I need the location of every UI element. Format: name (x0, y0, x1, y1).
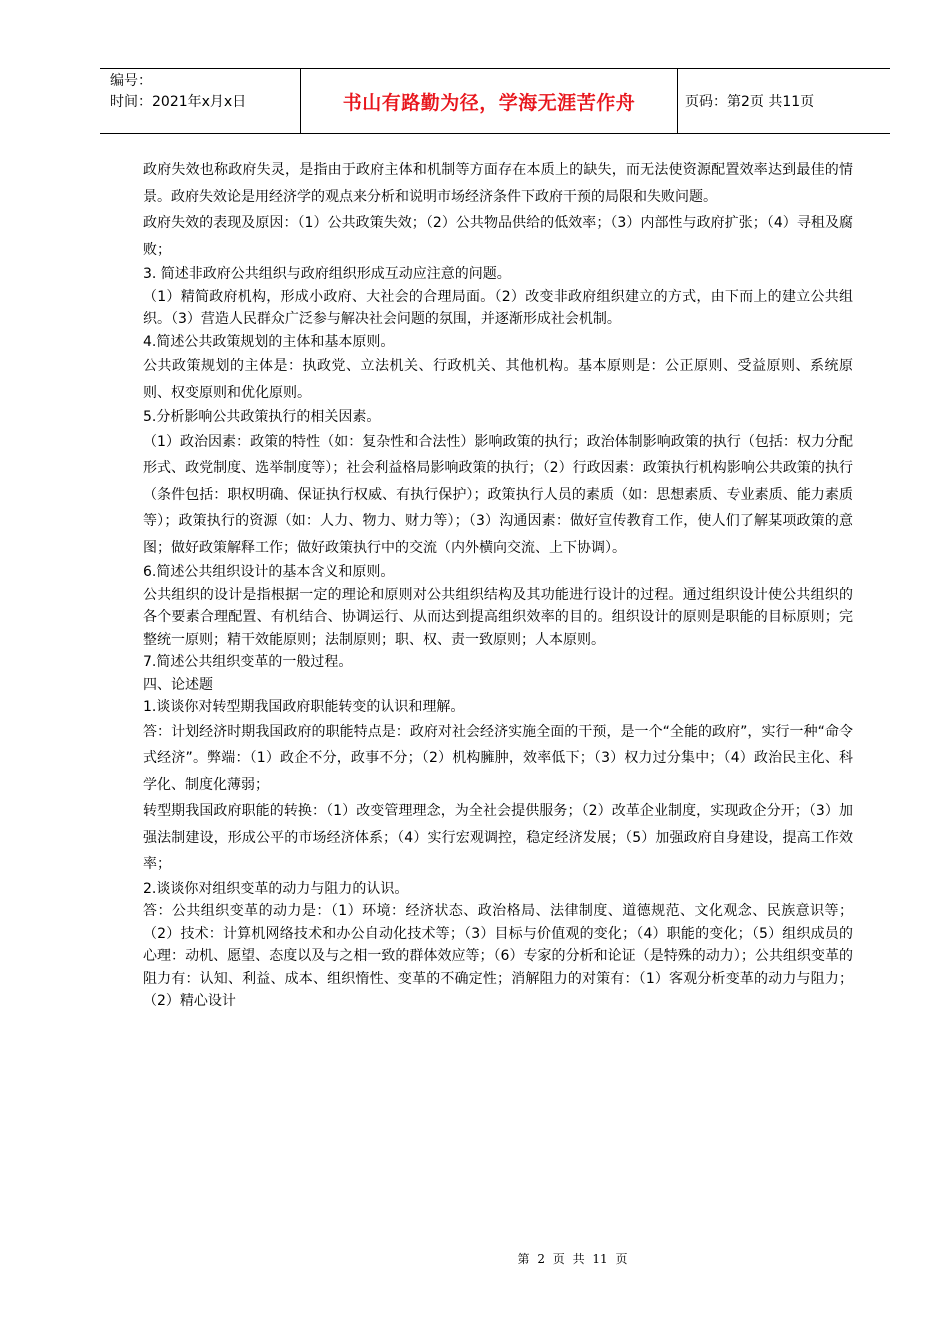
body-paragraph: 政府失效也称政府失灵，是指由于政府主体和机制等方面存在本质上的缺失，而无法使资源配置效率达到最佳的情景。政府失效论是用经济学的观点来分析和说明市场经济条件下政府干预的局限和失败问题。 (143, 162, 853, 205)
body-paragraph: 7.简述公共组织变革的一般过程。 (143, 654, 353, 670)
header-motto: 书山有路勤为径，学海无涯苦作舟 (301, 69, 678, 133)
body-paragraph: 公共组织的设计是指根据一定的理论和原则对公共组织结构及其功能进行设计的过程。通过组织设计使公共组织的各个要素合理配置、有机结合、协调运行、从而达到提高组织效率的目的。组织设计的原则是职能的目标原则；完整统一原则；精干效能原则；法制原则；职、权、责一致原则；人本原则。 (143, 586, 853, 648)
body-paragraph: 转型期我国政府职能的转换：（1）改变管理理念，为全社会提供服务；（2）改革企业制度，实现政企分开；（3）加强法制建设，形成公平的市场经济体系；（4）实行宏观调控，稳定经济发展；（5）加强政府自身建设，提高工作效率； (143, 803, 853, 872)
body-paragraph: 3. 简述非政府公共组织与政府组织形成互动应注意的问题。 (143, 266, 511, 282)
header-meta (100, 69, 301, 133)
body-paragraph: 政府失效的表现及原因：（1）公共政策失效；（2）公共物品供给的低效率；（3）内部性与政府扩张；（4）寻租及腐败； (143, 215, 853, 258)
body-paragraph: 4.简述公共政策规划的主体和基本原则。 (143, 333, 395, 350)
document-number-label: 编号： (110, 73, 152, 89)
header-page-info: 页码：第2页 共11页 (685, 94, 815, 110)
body-paragraph: 5.分析影响公共政策执行的相关因素。 (143, 409, 381, 425)
body-paragraph: （1）精简政府机构，形成小政府、大社会的合理局面。（2）改变非政府组织建立的方式，由下而上的建立公共组织。（3）营造人民群众广泛参与解决社会问题的氛围，并逐渐形成社会机制。 (143, 288, 853, 327)
body-paragraph: 6.简述公共组织设计的基本含义和原则。 (143, 564, 395, 580)
body-paragraph: 公共政策规划的主体是：执政党、立法机关、行政机关、其他机构。基本原则是：公正原则、受益原则、系统原则、权变原则和优化原则。 (143, 358, 853, 401)
body-paragraph: 1.谈谈你对转型期我国政府职能转变的认识和理解。 (143, 699, 465, 715)
footer-page-number: 第 2 页 共 11 页 (517, 1252, 628, 1266)
document-time-label: 时间：2021年x月x日 (110, 94, 247, 110)
page-footer (0, 1250, 950, 1267)
body-paragraph: 答：公共组织变革的动力是：（1）环境：经济状态、政治格局、法律制度、道德规范、文化观念、民族意识等；（2）技术：计算机网络技术和办公自动化技术等；（3）目标与价值观的变化；（4）职能的变化；（5）组织成员的心理：动机、愿望、态度以及与之相一致的群体效应等；（6）专家的分析和论证（是特殊的动力）；公共组织变革的阻力有：认知、利益、成本、组织惰性、变革的不确定性；消解阻力的对策有：（1）客观分析变革的动力与阻力；（2）精心设计 (143, 903, 853, 1009)
body-paragraph: 答：计划经济时期我国政府的职能特点是：政府对社会经济实施全面的干预，是一个“全能的政府”，实行一种“命令式经济”。弊端：（1）政企不分，政事不分；（2）机构臃肿，效率低下；（3）权力过分集中；（4）政治民主化、科学化、制度化薄弱； (143, 723, 853, 793)
document-body (143, 157, 853, 1013)
body-paragraph: 2.谈谈你对组织变革的动力与阻力的认识。 (143, 880, 409, 897)
body-paragraph: （1）政治因素：政策的特性（如：复杂性和合法性）影响政策的执行；政治体制影响政策的执行（包括：权力分配形式、政党制度、选举制度等）；社会利益格局影响政策的执行；（2）行政因素：政策执行机构影响公共政策的执行（条件包括：职权明确、保证执行权威、有执行保护）；政策执行人员的素质（如：思想素质、专业素质、能力素质等）；政策执行的资源（如：人力、物力、财力等）；（3）沟通因素：做好宣传教育工作，使人们了解某项政策的意图；做好政策解释工作；做好政策执行中的交流（内外横向交流、上下协调）。 (143, 433, 853, 556)
body-paragraph: 四、论述题 (143, 676, 213, 693)
page-header (100, 68, 890, 134)
